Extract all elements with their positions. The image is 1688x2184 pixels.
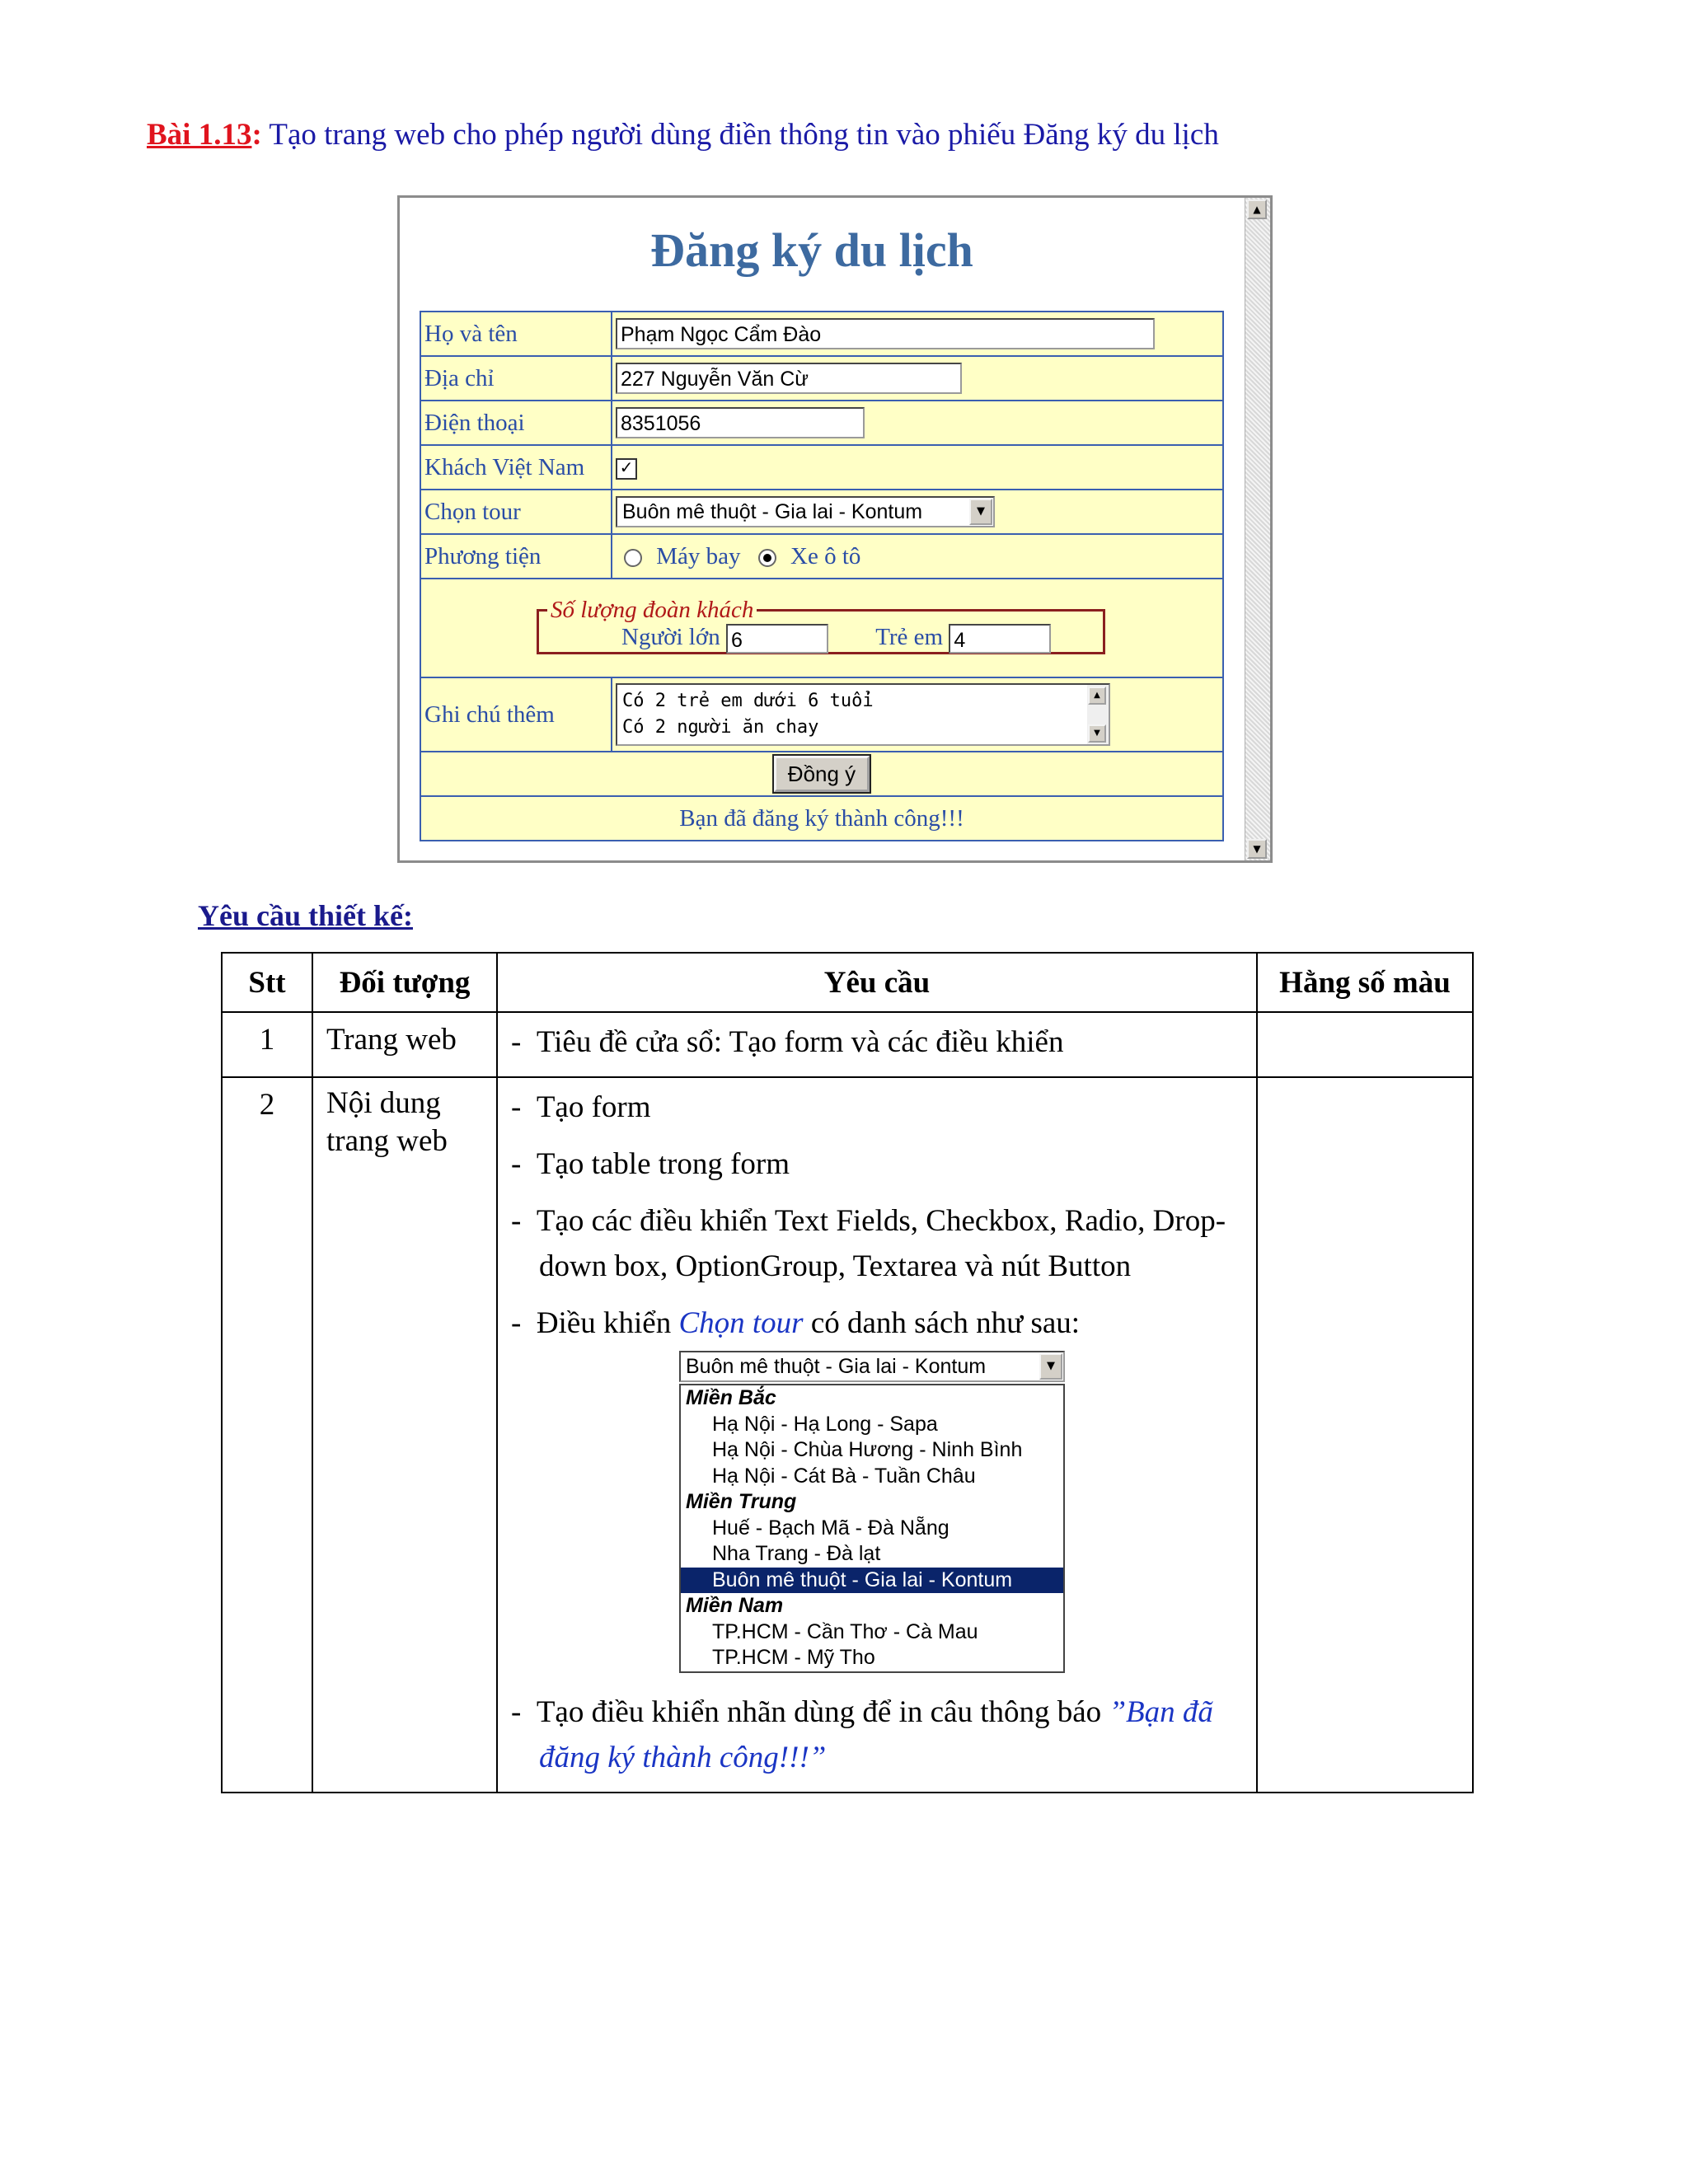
dropdown-option[interactable]: TP.HCM - Mỹ Tho xyxy=(712,1646,875,1669)
chevron-down-icon[interactable]: ▼ xyxy=(1039,1353,1062,1380)
bullet-dash: - xyxy=(511,1025,522,1059)
requirement-text: Tạo table trong form xyxy=(536,1147,790,1181)
vietnamese-guest-label: Khách Việt Nam xyxy=(420,445,612,490)
dropdown-option[interactable]: Hạ Nội - Chùa Hương - Ninh Bình xyxy=(712,1438,1023,1461)
scroll-up-icon[interactable]: ▲ xyxy=(1247,199,1267,219)
tour-dropdown[interactable] xyxy=(679,1351,1065,1382)
row-object: Trang web xyxy=(312,1012,497,1077)
transport-label: Phương tiện xyxy=(420,534,612,579)
group-size-fieldset xyxy=(537,597,1105,654)
textarea-scrollbar[interactable] xyxy=(1087,685,1109,744)
car-label: Xe ô tô xyxy=(790,542,861,569)
bullet-dash: - xyxy=(511,1694,522,1729)
dropdown-option[interactable]: Huế - Bạch Mã - Đà Nẵng xyxy=(712,1516,950,1540)
table-row xyxy=(222,1012,1473,1077)
list-item xyxy=(511,1085,1243,1130)
tour-select-value: Buôn mê thuột - Gia lai - Kontum xyxy=(622,500,923,523)
submit-button[interactable]: Đồng ý xyxy=(774,756,870,792)
list-item xyxy=(511,1690,1243,1780)
exercise-description: Tạo trang web cho phép người dùng điền thông tin vào phiếu Đăng ký du lịch xyxy=(261,118,1219,152)
form-row-tour xyxy=(420,490,1223,534)
notes-line-2: Có 2 người ăn chay xyxy=(622,717,819,738)
plane-label: Máy bay xyxy=(656,542,741,569)
header-stt: Stt xyxy=(222,953,312,1012)
dropdown-option-selected[interactable]: Buôn mê thuột - Gia lai - Kontum xyxy=(681,1568,1063,1594)
list-item xyxy=(511,1141,1243,1187)
address-input[interactable]: 227 Nguyễn Văn Cừ xyxy=(616,363,962,394)
row-requirements xyxy=(497,1012,1257,1077)
row-stt: 2 xyxy=(222,1077,312,1793)
row-color xyxy=(1257,1077,1473,1793)
header-requirement: Yêu cầu xyxy=(497,953,1257,1012)
adults-label: Người lớn xyxy=(621,624,720,650)
form-row-group xyxy=(420,579,1223,677)
tour-control-name: Chọn tour xyxy=(678,1306,804,1340)
phone-input[interactable]: 8351056 xyxy=(616,407,865,438)
dropdown-selected-value: Buôn mê thuột - Gia lai - Kontum xyxy=(686,1355,987,1378)
requirement-text: Tạo form xyxy=(536,1090,651,1124)
form-row-vietnamese xyxy=(420,445,1223,490)
form-row-submit xyxy=(420,752,1223,796)
dropdown-option[interactable]: Hạ Nội - Cát Bà - Tuần Châu xyxy=(712,1464,976,1488)
list-item xyxy=(511,1019,1243,1065)
requirement-text: Tạo các điều khiển Text Fields, Checkbox, Radio, Drop-down box, OptionGroup, Textarea và nút Button xyxy=(536,1204,1226,1283)
car-radio[interactable] xyxy=(758,549,776,567)
requirement-text: Tạo điều khiển nhãn dùng để in câu thông báo xyxy=(536,1694,1109,1729)
bullet-dash: - xyxy=(511,1204,522,1238)
requirements-table xyxy=(221,952,1474,1793)
name-input[interactable]: Phạm Ngọc Cẩm Đào xyxy=(616,318,1155,349)
option-group-central: Miền Trung xyxy=(686,1490,797,1513)
form-row-notes xyxy=(420,677,1223,752)
list-item xyxy=(511,1198,1243,1289)
success-message: Bạn đã đăng ký thành công!!! xyxy=(420,796,1223,841)
bullet-dash: - xyxy=(511,1147,522,1181)
tour-dropdown-list xyxy=(679,1384,1065,1673)
chevron-down-icon[interactable]: ▼ xyxy=(969,499,992,525)
form-title: Đăng ký du lịch xyxy=(650,223,973,277)
tour-select[interactable] xyxy=(616,496,995,527)
form-row-name xyxy=(420,312,1223,356)
screenshot-scrollbar[interactable] xyxy=(1245,198,1270,860)
requirement-text: Điều khiển xyxy=(536,1306,679,1340)
row-color xyxy=(1257,1012,1473,1077)
requirement-text: có danh sách như sau: xyxy=(803,1306,1081,1340)
form-screenshot xyxy=(397,195,1273,863)
table-row xyxy=(222,1077,1473,1793)
requirement-text: Tiêu đề cửa sổ: Tạo form và các điều khiển xyxy=(536,1025,1064,1059)
registration-form-table xyxy=(420,311,1224,841)
list-item xyxy=(511,1301,1243,1346)
address-label: Địa chỉ xyxy=(420,356,612,401)
form-row-address xyxy=(420,356,1223,401)
plane-radio[interactable] xyxy=(624,549,642,567)
form-row-phone xyxy=(420,401,1223,445)
design-requirements-title: Yêu cầu thiết kế: xyxy=(198,899,413,932)
row-object: Nội dung trang web xyxy=(312,1077,497,1793)
exercise-number: Bài 1.13 xyxy=(147,118,252,152)
dropdown-option[interactable]: Hạ Nội - Hạ Long - Sapa xyxy=(712,1412,938,1436)
children-input[interactable]: 4 xyxy=(949,624,1051,654)
group-size-legend: Số lượng đoàn khách xyxy=(551,597,754,623)
children-label: Trẻ em xyxy=(875,624,944,650)
notes-label: Ghi chú thêm xyxy=(420,677,612,752)
scroll-down-icon[interactable]: ▼ xyxy=(1088,724,1106,743)
header-color-constant: Hằng số màu xyxy=(1257,953,1473,1012)
success-message-quote: ”Bạn đã đăng ký thành công!!!” xyxy=(539,1694,1213,1774)
name-label: Họ và tên xyxy=(420,312,612,356)
row-stt: 1 xyxy=(222,1012,312,1077)
form-row-transport xyxy=(420,534,1223,579)
tour-label: Chọn tour xyxy=(420,490,612,534)
heading-colon: : xyxy=(251,118,262,152)
header-object: Đối tượng xyxy=(312,953,497,1012)
notes-line-1: Có 2 trẻ em dưới 6 tuổi xyxy=(622,691,874,711)
scroll-up-icon[interactable]: ▲ xyxy=(1088,687,1106,705)
notes-textarea[interactable] xyxy=(616,683,1110,746)
scroll-down-icon[interactable]: ▼ xyxy=(1247,839,1267,859)
dropdown-option[interactable]: Nha Trang - Đà lạt xyxy=(712,1542,881,1565)
option-group-north: Miền Bắc xyxy=(686,1386,776,1409)
requirements-header-row xyxy=(222,953,1473,1012)
bullet-dash: - xyxy=(511,1306,522,1340)
phone-label: Điện thoại xyxy=(420,401,612,445)
dropdown-option[interactable]: TP.HCM - Cần Thơ - Cà Mau xyxy=(712,1619,978,1643)
form-row-success xyxy=(420,796,1223,841)
exercise-heading xyxy=(147,117,1219,152)
tour-dropdown-illustration xyxy=(679,1351,1065,1673)
row-requirements xyxy=(497,1077,1257,1793)
option-group-south: Miền Nam xyxy=(686,1594,784,1617)
vietnamese-guest-checkbox[interactable]: ✓ xyxy=(616,458,637,480)
adults-input[interactable]: 6 xyxy=(726,624,828,654)
bullet-dash: - xyxy=(511,1090,522,1124)
